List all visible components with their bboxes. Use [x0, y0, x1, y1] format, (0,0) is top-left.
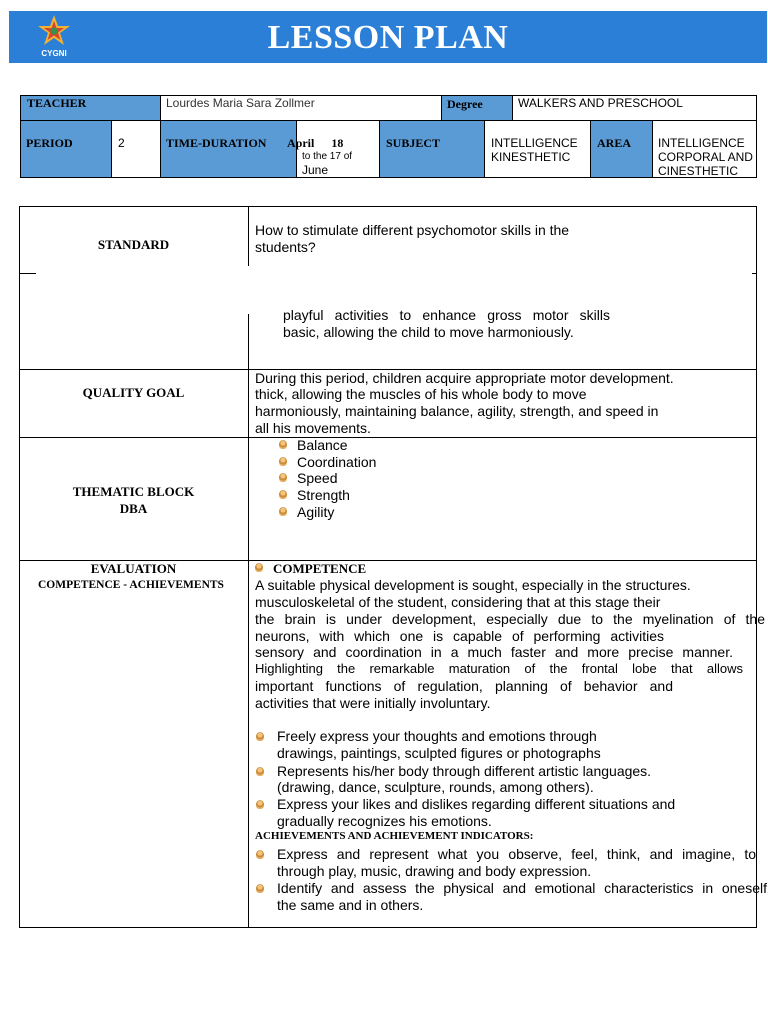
dba-label: DBA: [119, 501, 148, 516]
list-item-line: gradually recognizes his emotions.: [277, 813, 492, 829]
quality-goal-label: QUALITY GOAL: [82, 385, 185, 400]
degree-value: WALKERS AND PRESCHOOL: [518, 96, 683, 110]
quality-goal-line: all his movements.: [255, 420, 371, 436]
subject-label: SUBJECT: [386, 136, 441, 150]
bullet-icon: [255, 563, 263, 572]
time-value-sub: to the 17 of: [302, 151, 353, 162]
bullet-icon: [279, 490, 287, 499]
time-label: TIME-DURATION: [166, 136, 267, 150]
area-value-2: CORPORAL AND: [658, 150, 753, 164]
list-item: Speed: [279, 470, 376, 487]
competence-paragraph-line: important functions of regulation, planning of behavior and: [255, 678, 673, 694]
period-value: 2: [118, 136, 125, 150]
area-value-1: INTELLIGENCE: [658, 136, 745, 150]
area-label: AREA: [597, 136, 632, 150]
competence-paragraph-line: Highlighting the remarkable maturation of the frontal lobe that allows: [255, 661, 743, 676]
list-item-line: Express your likes and dislikes regarding different situations and: [277, 796, 676, 812]
bullet-icon: [279, 507, 287, 516]
list-item-line: Express and represent what you observe, feel, think, and imagine, to: [277, 846, 756, 862]
standard-question-line-2: students?: [255, 239, 316, 255]
bullet-icon: [256, 732, 264, 741]
subject-value-2: KINESTHETIC: [491, 150, 571, 164]
teacher-label: TEACHER: [27, 96, 87, 110]
degree-label: Degree: [447, 97, 483, 111]
competence-paragraph-line: the brain is under development, especially due to the myelination of the: [255, 611, 765, 627]
achievements-heading: ACHIEVEMENTS AND ACHIEVEMENT INDICATORS:: [255, 830, 534, 842]
bullet-icon: [279, 473, 287, 482]
quality-goal-line: During this period, children acquire appropriate motor development.: [255, 370, 674, 386]
evaluation-label: EVALUATION: [90, 561, 177, 576]
competence-paragraph-line: neurons, with which one is capable of performing activities: [255, 628, 664, 644]
thematic-block-label: THEMATIC BLOCK: [72, 484, 195, 499]
period-label: PERIOD: [26, 136, 73, 150]
thematic-list: [279, 437, 376, 521]
list-item: Agility: [279, 504, 376, 521]
list-item-line: Freely express your thoughts and emotions through: [277, 728, 597, 744]
standard-text-line-2: basic, allowing the child to move harmoniously.: [283, 324, 574, 340]
list-item: Balance: [279, 437, 376, 454]
competence-paragraph-line: sensory and coordination in a much faster and more precise manner.: [255, 644, 733, 660]
standard-text-line-1: playful activities to enhance gross motor skills: [283, 307, 610, 323]
time-value-end: June: [302, 163, 329, 177]
competence-paragraph-line: activities that were initially involuntary.: [255, 695, 491, 711]
competence-paragraph-line: A suitable physical development is sought, especially in the structures.: [255, 577, 691, 593]
bullet-icon: [279, 457, 287, 466]
list-item-line: the same and in others.: [277, 897, 424, 913]
list-item-line: (drawing, dance, sculpture, rounds, among others).: [277, 779, 594, 795]
quality-goal-line: harmoniously, maintaining balance, agility, strength, and speed in: [255, 403, 659, 419]
list-item-line: through play, music, drawing and body expression.: [277, 863, 592, 879]
standard-question-line-1: How to stimulate different psychomotor skills in the: [255, 222, 570, 238]
competence-heading: COMPETENCE: [255, 561, 366, 577]
header-banner: [9, 11, 767, 63]
quality-goal-line: thick, allowing the muscles of his whole body to move: [255, 386, 587, 402]
page-title: LESSON PLAN: [267, 19, 509, 56]
list-item-line: Represents his/her body through different artistic languages.: [277, 763, 652, 779]
bullet-icon: [256, 767, 264, 776]
bullet-icon: [256, 884, 264, 893]
bullet-icon: [279, 440, 287, 449]
time-value-main: April 18: [287, 136, 344, 150]
list-item: Strength: [279, 487, 376, 504]
standard-label: STANDARD: [97, 237, 170, 252]
logo-text: CYGNI: [41, 49, 67, 58]
bullet-icon: [256, 850, 264, 859]
area-value-3: CINESTHETIC: [658, 164, 739, 178]
competence-paragraph-line: musculoskeletal of the student, considering that at this stage their: [255, 594, 661, 610]
competence-achievements-label: COMPETENCE - ACHIEVEMENTS: [38, 579, 224, 591]
bullet-icon: [256, 800, 264, 809]
list-item-line: Identify and assess the physical and emotional characteristics in oneself: [277, 880, 767, 896]
subject-value-1: INTELLIGENCE: [491, 136, 578, 150]
list-item: Coordination: [279, 454, 376, 471]
teacher-value: Lourdes Maria Sara Zollmer: [166, 96, 315, 110]
list-item-line: drawings, paintings, sculpted figures or photographs: [277, 745, 601, 761]
